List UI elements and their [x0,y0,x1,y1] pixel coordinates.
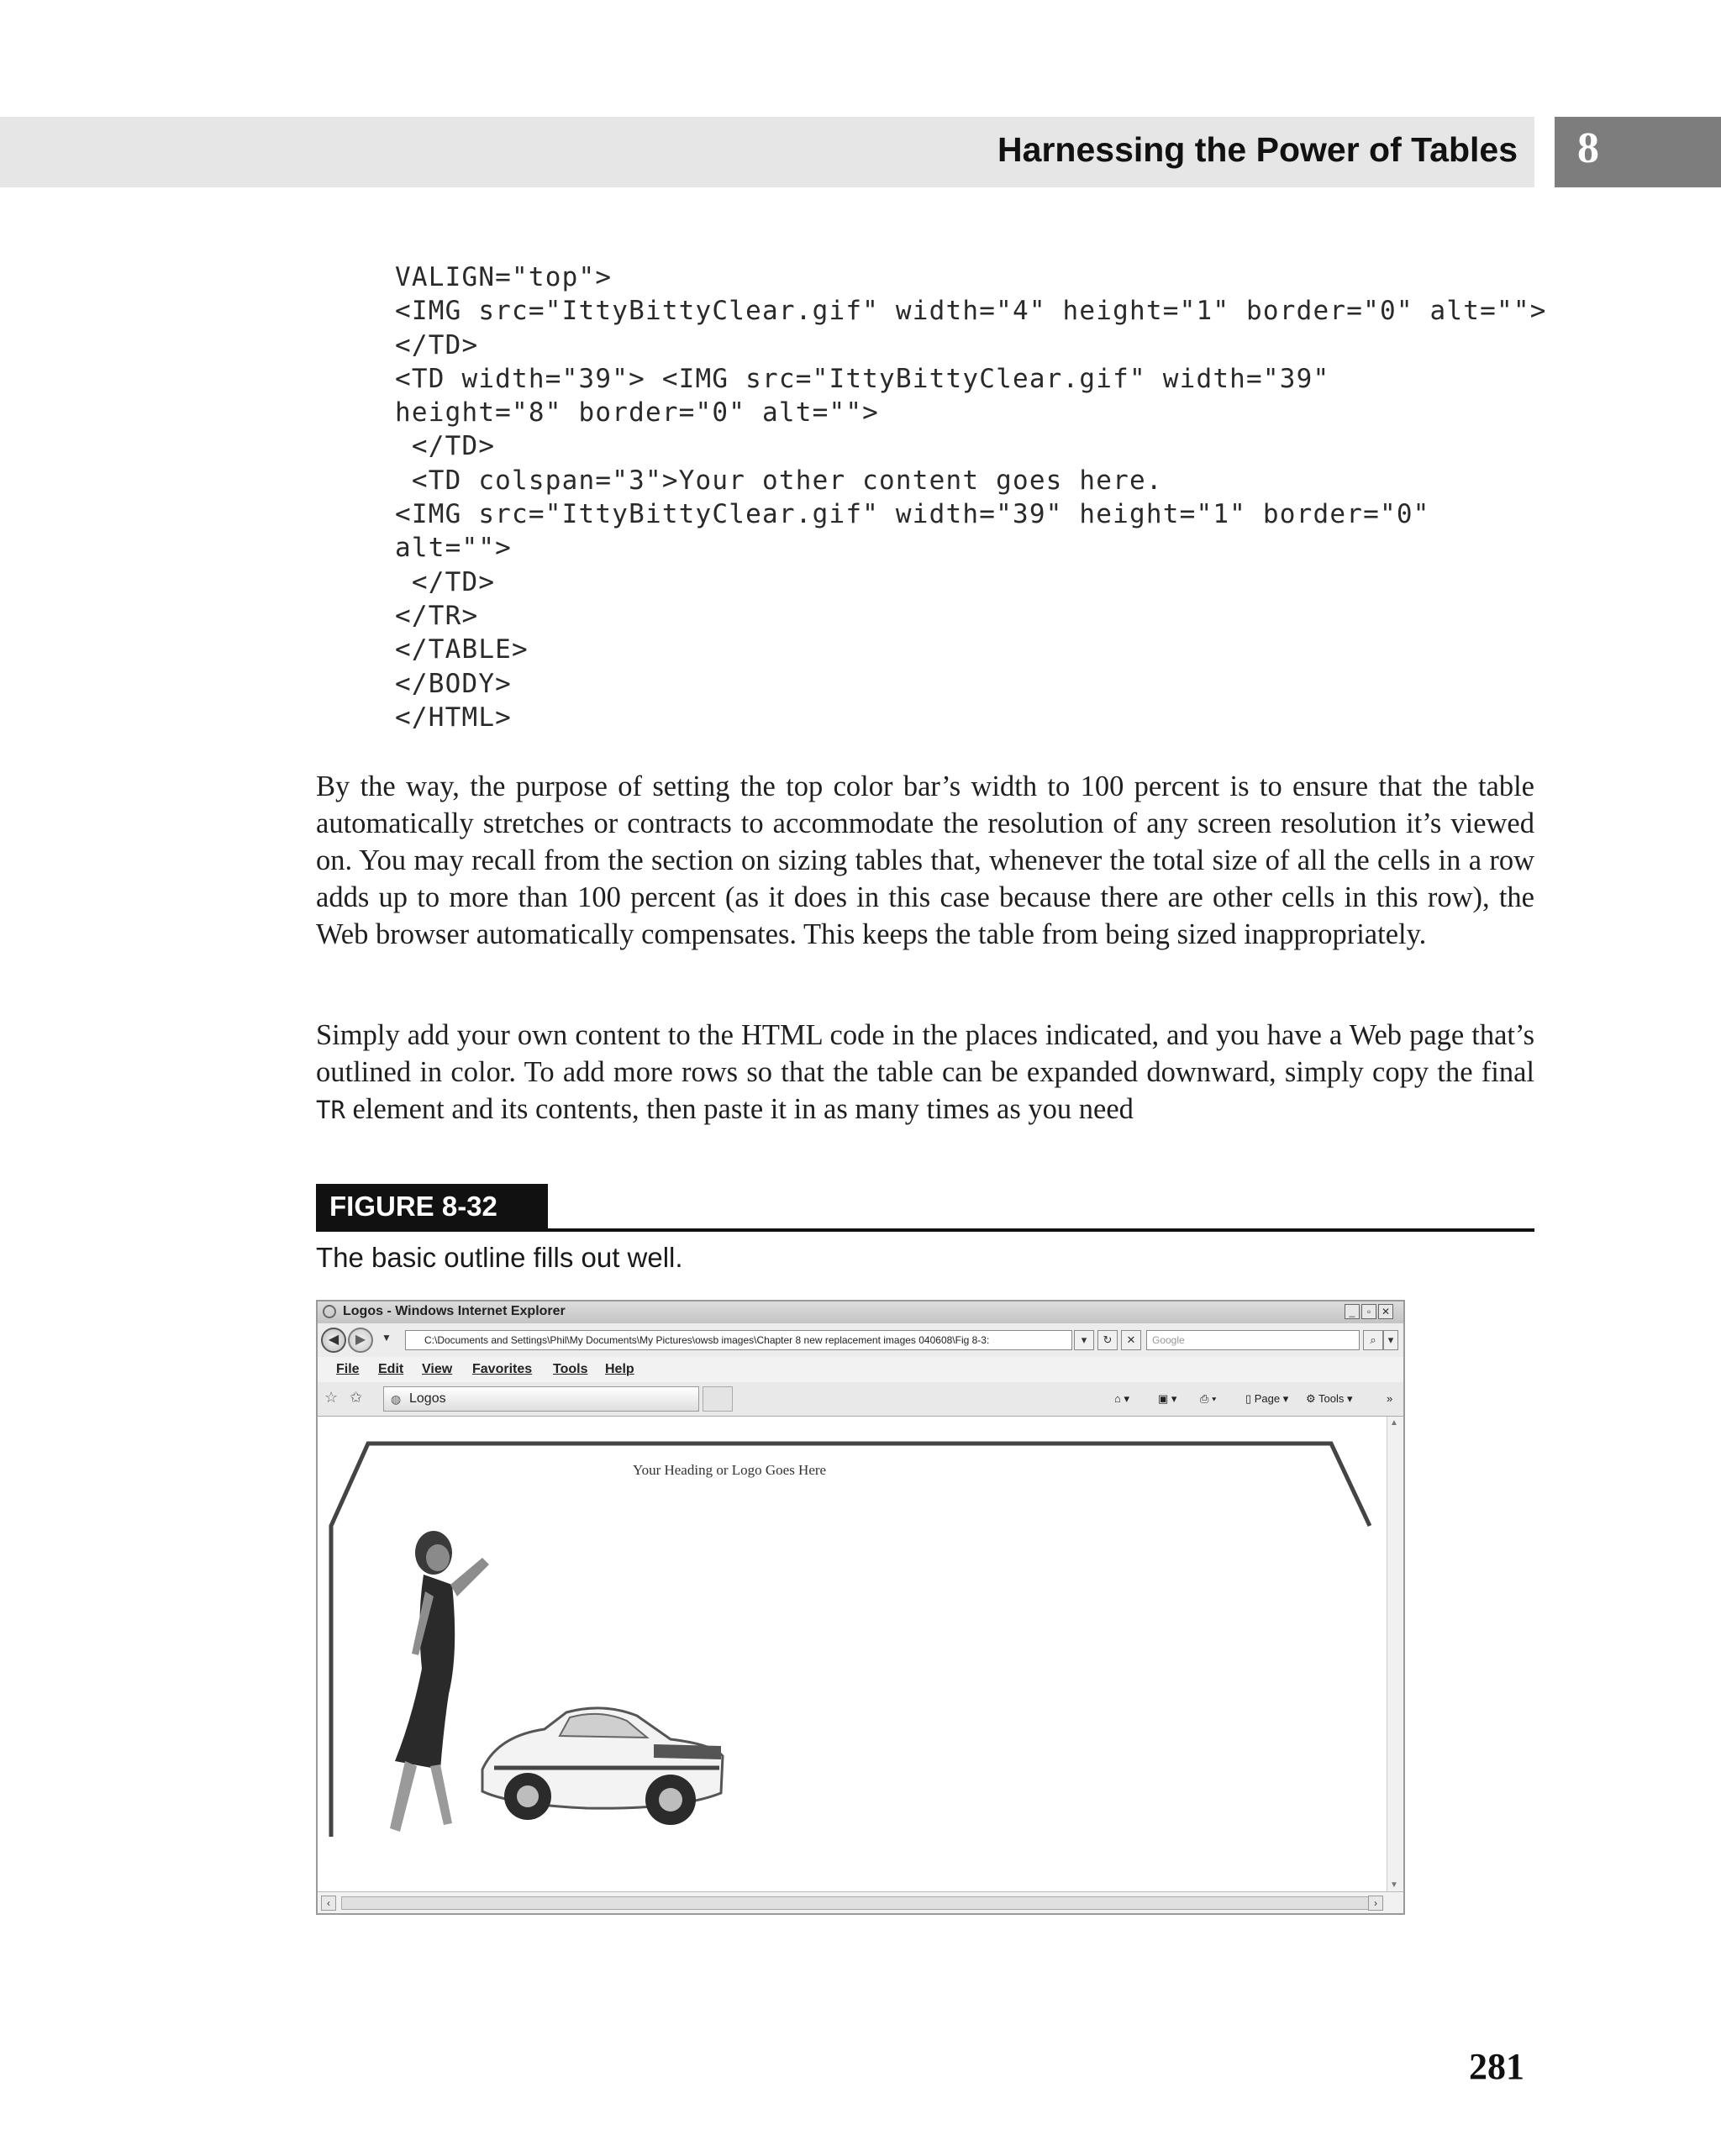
tools-menu[interactable]: ⚙ Tools ▾ [1306,1392,1353,1405]
recent-pages-chevron-icon[interactable]: ▼ [382,1332,392,1344]
code-line: <IMG src="IttyBittyClear.gif" width="39" height="1" border="0" [395,499,1430,530]
forward-arrow-icon[interactable]: ▶ [348,1328,373,1353]
restore-icon[interactable]: ▫ [1361,1304,1376,1319]
menu-view[interactable]: View [422,1362,453,1376]
menu-bar [318,1357,1403,1383]
page-number: 281 [1469,2046,1524,2087]
chapter-tab [1555,117,1721,187]
scroll-down-arrow-icon[interactable]: ▼ [1390,1880,1398,1890]
search-options-icon[interactable]: ▾ [1383,1330,1398,1350]
horizontal-scrollbar[interactable] [318,1891,1403,1914]
browser-screenshot [316,1300,1405,1915]
scroll-up-arrow-icon[interactable]: ▲ [1390,1418,1398,1428]
figure-label: FIGURE 8-32 [316,1184,548,1229]
code-line: </BODY> [395,668,513,699]
page-heading: Your Heading or Logo Goes Here [633,1462,827,1478]
stop-icon[interactable]: ✕ [1121,1330,1141,1350]
address-dropdown-icon[interactable]: ▾ [1074,1330,1094,1350]
code-line: alt=""> [395,533,513,564]
menu-favorites[interactable]: Favorites [472,1362,533,1376]
refresh-icon[interactable]: ↻ [1097,1330,1118,1350]
ie-logo-icon [323,1305,336,1318]
inline-code: TR [316,1096,345,1124]
tab-logos[interactable] [383,1386,699,1412]
code-line: </TD> [395,566,496,597]
code-line: </HTML> [395,702,513,733]
outline-frame [318,1417,1387,1891]
more-chevron-icon[interactable]: » [1387,1392,1393,1405]
minimize-icon[interactable]: _ [1345,1304,1360,1319]
page-icon: ◍ [391,1392,402,1406]
code-line: </TD> [395,329,479,360]
home-icon[interactable]: ⌂ ▾ [1114,1392,1129,1405]
figure-rule [316,1228,1534,1232]
woman-photo [390,1531,489,1832]
paragraph-text: Simply add your own content to the HTML code in the places indicated, and you have a Web page that’s outlined in color. To add more rows so that the table can be expanded downward, simply copy the final [316,1019,1534,1088]
window-title: Logos - Windows Internet Explorer [343,1304,566,1318]
code-line: VALIGN="top"> [395,262,613,292]
code-line: <TD width="39"> <IMG src="IttyBittyClear.gif" width="39" [395,363,1330,394]
page-viewport [318,1417,1387,1891]
body-paragraph-2 [316,1017,1534,1128]
scroll-left-arrow-icon[interactable]: ‹ [321,1896,336,1911]
menu-edit[interactable]: Edit [378,1362,404,1376]
menu-help[interactable]: Help [605,1362,634,1376]
tab-title: Logos [409,1391,446,1406]
address-input[interactable]: C:\Documents and Settings\Phil\My Documents\My Pictures\owsb images\Chapter 8 new replacement images 040608\Fig 8-3: [405,1330,1072,1350]
car-photo [482,1708,723,1825]
paragraph-text: element and its contents, then paste it in as many times as you need [345,1093,1134,1125]
search-input[interactable]: Google [1146,1330,1360,1350]
code-listing [395,260,1547,734]
page-menu[interactable]: ▯ Page ▾ [1245,1392,1289,1405]
scroll-thumb[interactable] [341,1896,1373,1910]
page-menu-label: Page [1254,1392,1281,1405]
tab-bar [318,1382,1403,1417]
close-icon[interactable]: ✕ [1378,1304,1393,1319]
menu-tools[interactable]: Tools [553,1362,588,1376]
scroll-right-arrow-icon[interactable]: › [1368,1896,1383,1911]
code-line: height="8" border="0" alt=""> [395,397,880,429]
figure-caption: The basic outline fills out well. [316,1242,683,1273]
feeds-icon[interactable]: ▣ ▾ [1158,1392,1177,1405]
code-line: </TABLE> [395,634,529,665]
tools-menu-label: Tools [1318,1392,1345,1405]
back-arrow-icon[interactable]: ◀ [321,1328,346,1353]
print-icon[interactable]: ⎙ ▾ [1200,1392,1217,1405]
code-line: <IMG src="IttyBittyClear.gif" width="4" height="1" border="0" alt=""> [395,296,1547,327]
body-paragraph-1: By the way, the purpose of setting the top color bar’s width to 100 percent is to ensure that the table automatically stretches or contracts to accommodate the resolution of any screen resolution it’s viewed on. You may recall from the section on sizing tables that, whenever the total size of all the cells in a row adds up to more than 100 percent (as it does in this case because there are other cells in this row), the Web browser automatically compensates. This keeps the table from being sized inappropriately. [316,770,1534,950]
code-line: </TR> [395,600,479,631]
running-header-title: Harnessing the Power of Tables [997,130,1518,169]
code-line: </TD> [395,431,496,462]
code-line: <TD colspan="3">Your other content goes here. [395,465,1163,496]
new-tab-button[interactable] [703,1386,733,1412]
search-icon[interactable]: ⌕ [1363,1330,1383,1350]
window-titlebar [318,1301,1403,1324]
menu-file[interactable]: File [336,1362,360,1376]
address-toolbar [318,1323,1403,1358]
vertical-scrollbar[interactable] [1387,1417,1404,1891]
chapter-number: 8 [1577,124,1599,172]
favorites-star-icon[interactable]: ☆ [324,1389,339,1406]
add-favorites-icon[interactable]: ✩ [350,1389,363,1406]
